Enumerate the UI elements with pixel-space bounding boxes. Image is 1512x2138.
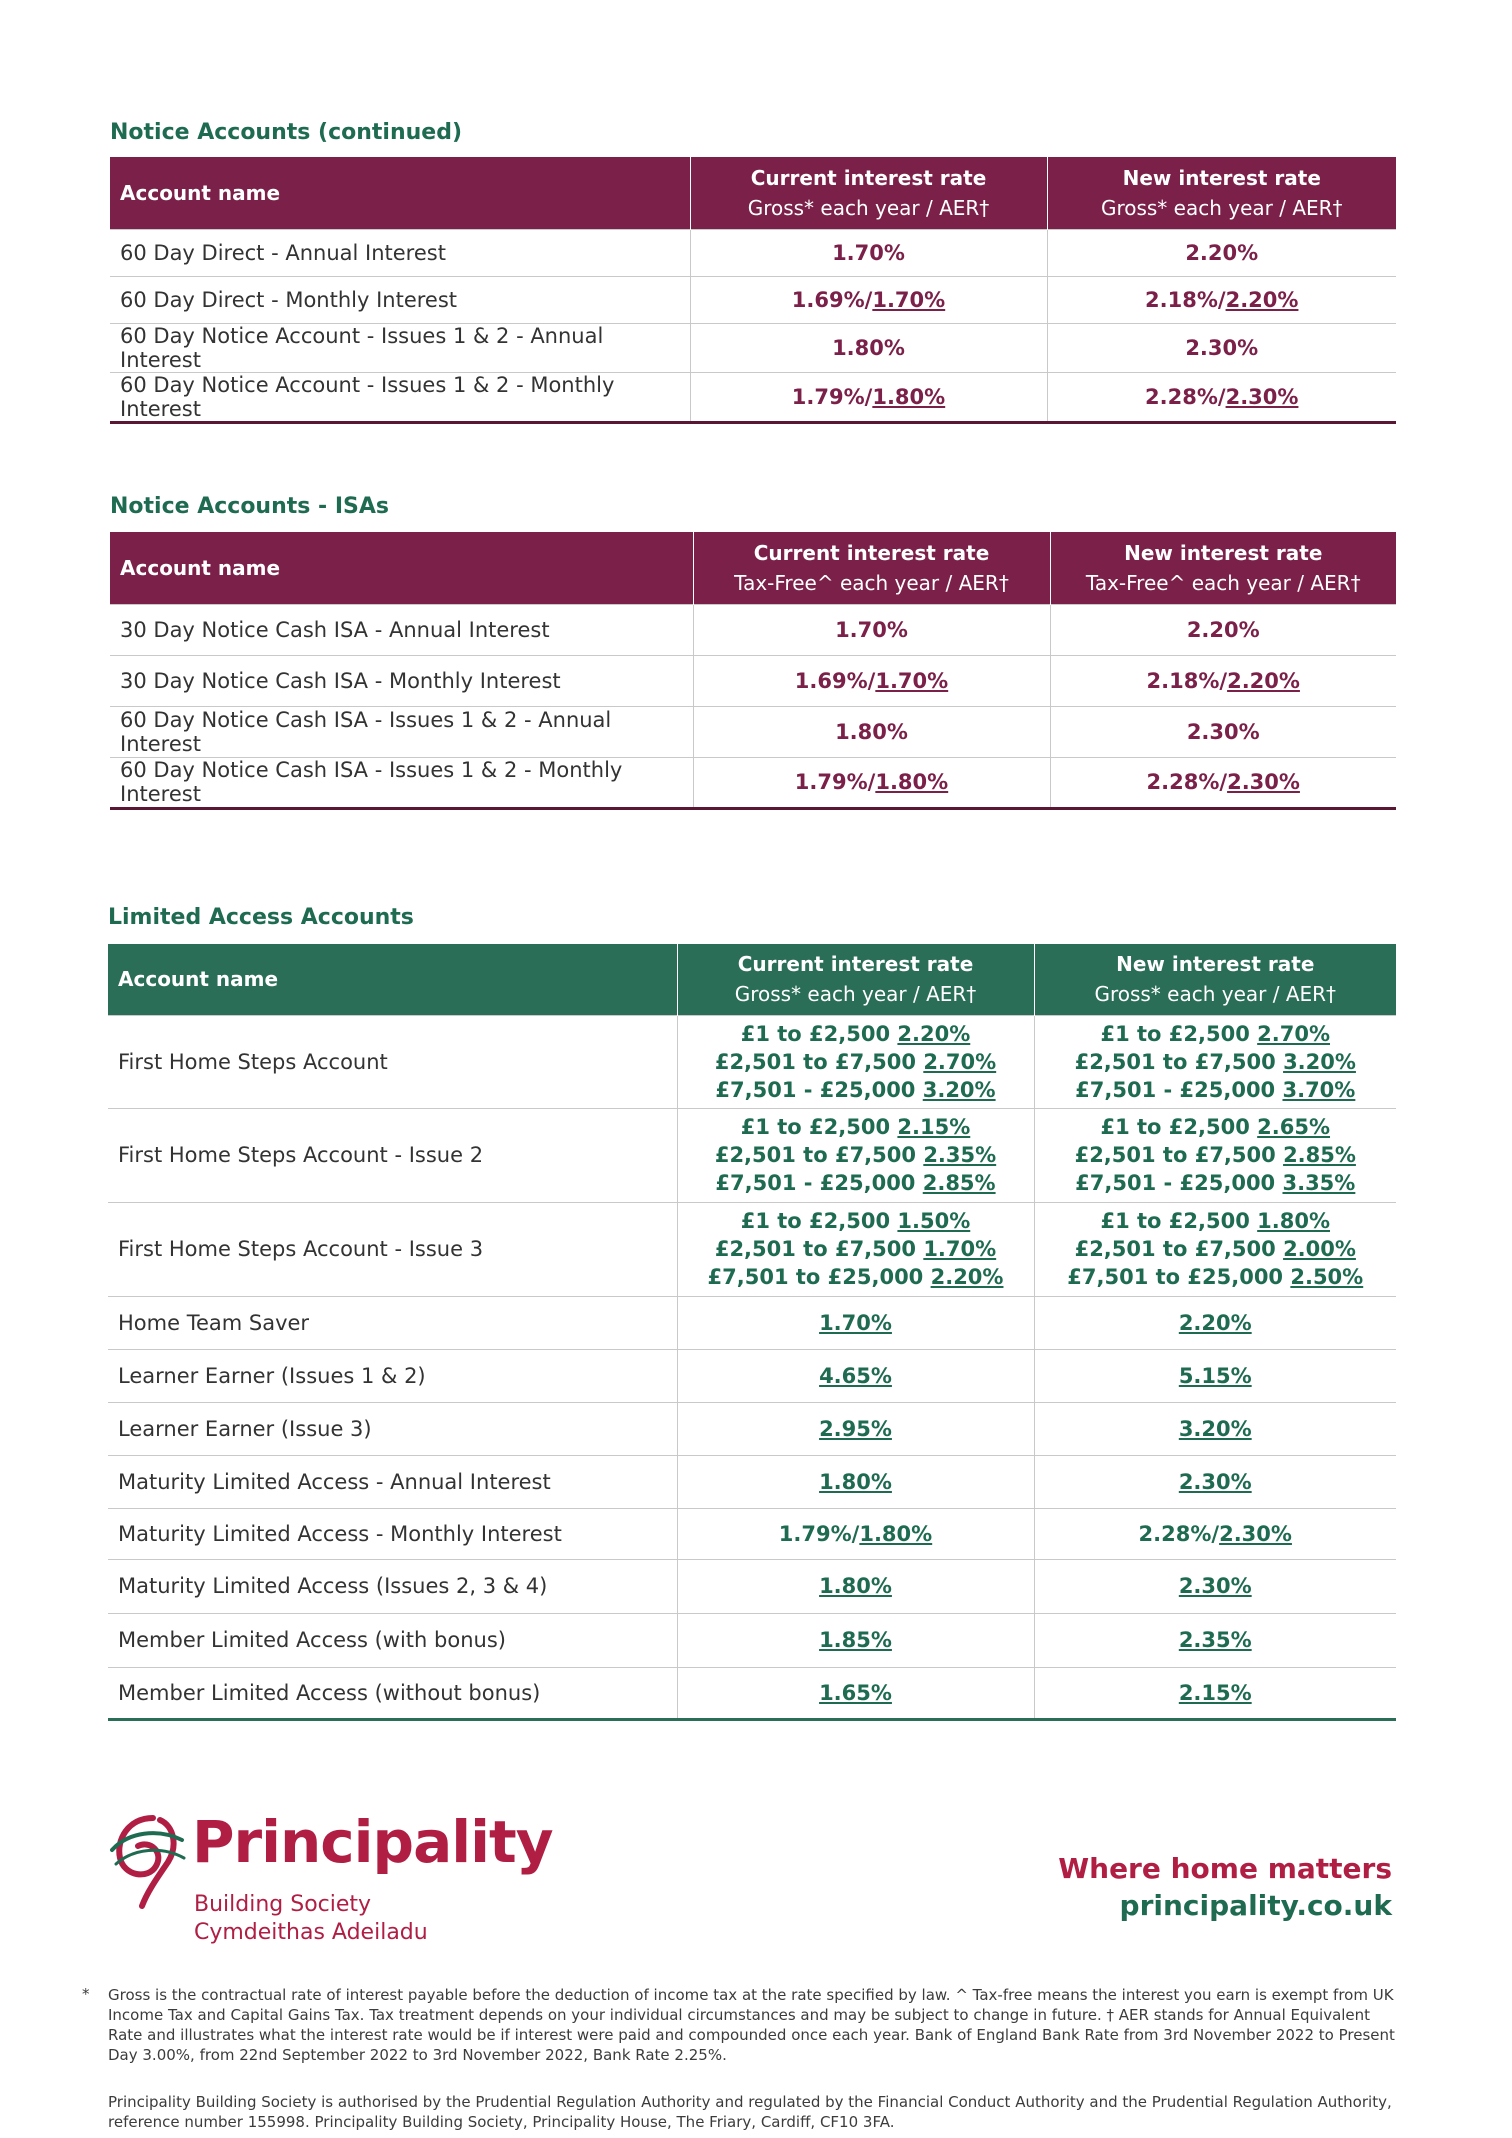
rate-tier: £1 to £2,500 1.80% — [1100, 1209, 1331, 1233]
rate-tier: £7,501 - £25,000 3.70% — [1075, 1077, 1356, 1102]
account-name: 30 Day Notice Cash ISA - Monthly Interest — [110, 655, 693, 706]
new-rate: 2.20% — [1047, 229, 1396, 276]
new-rate: 2.20% — [1034, 1296, 1396, 1349]
table-row — [110, 604, 1396, 655]
brand-subtitle-welsh: Cymdeithas Adeiladu — [194, 1920, 428, 1945]
new-rate-tiers — [1034, 1108, 1396, 1202]
rate-tier: £2,501 to £7,500 1.70% — [714, 1237, 997, 1261]
new-rate-tiers — [1034, 1202, 1396, 1296]
table-row — [110, 372, 1396, 422]
table-row — [108, 1455, 1396, 1508]
header-current-rate: Current interest rate Gross* each year / AER† — [690, 157, 1047, 229]
table-row — [108, 1015, 1396, 1108]
rate-tier: £2,501 to £7,500 2.85% — [1074, 1143, 1356, 1167]
account-name: Maturity Limited Access (Issues 2, 3 & 4) — [108, 1559, 677, 1613]
new-rate: 2.20% — [1050, 604, 1396, 655]
rate-tier: £7,501 to £25,000 2.20% — [707, 1265, 1004, 1289]
account-name: 60 Day Notice Account - Issues 1 & 2 - Monthly Interest — [110, 372, 690, 422]
header-account-name: Account name — [110, 532, 693, 604]
current-rate-tiers — [677, 1202, 1034, 1296]
table-row — [108, 1559, 1396, 1613]
rate-tier: £2,501 to £7,500 2.00% — [1074, 1237, 1356, 1261]
table-row — [108, 1108, 1396, 1202]
account-name: 60 Day Direct - Annual Interest — [110, 229, 690, 276]
rate-tier: £7,501 to £25,000 2.50% — [1067, 1265, 1364, 1289]
table-header-row — [110, 157, 1396, 229]
section-title-notice: Notice Accounts (continued) — [110, 120, 462, 145]
table-row — [108, 1402, 1396, 1455]
table-row — [110, 757, 1396, 808]
account-name: Learner Earner (Issues 1 & 2) — [108, 1349, 677, 1402]
new-rate: 2.18%/2.20% — [1050, 655, 1396, 706]
header-account-name: Account name — [108, 944, 677, 1015]
current-rate: 1.69%/1.70% — [693, 655, 1050, 706]
new-rate: 2.28%/2.30% — [1050, 757, 1396, 808]
current-rate: 1.70% — [693, 604, 1050, 655]
current-rate-tiers — [677, 1108, 1034, 1202]
account-name: 30 Day Notice Cash ISA - Annual Interest — [110, 604, 693, 655]
current-rate: 1.85% — [677, 1613, 1034, 1667]
notice-isa-table — [110, 532, 1396, 810]
header-new-rate: New interest rate Gross* each year / AER† — [1034, 944, 1396, 1015]
tagline: Where home matters — [1058, 1852, 1392, 1885]
table-row — [108, 1667, 1396, 1719]
table-header-row — [108, 944, 1396, 1015]
current-rate: 1.79%/1.80% — [693, 757, 1050, 808]
table-row — [110, 229, 1396, 276]
rate-tier: £2,501 to £7,500 3.20% — [1074, 1049, 1356, 1074]
table-row — [108, 1202, 1396, 1296]
rate-tier: £1 to £2,500 2.15% — [740, 1115, 971, 1139]
account-name: First Home Steps Account - Issue 3 — [108, 1202, 677, 1296]
current-rate: 2.95% — [677, 1402, 1034, 1455]
header-new-rate: New interest rate Tax-Free^ each year / AER† — [1050, 532, 1396, 604]
header-account-name: Account name — [110, 157, 690, 229]
new-rate: 2.28%/2.30% — [1047, 372, 1396, 422]
account-name: Maturity Limited Access - Annual Interest — [108, 1455, 677, 1508]
rate-tier: £1 to £2,500 2.70% — [1100, 1021, 1331, 1046]
table-row — [108, 1613, 1396, 1667]
new-rate: 2.30% — [1050, 706, 1396, 757]
current-rate: 1.70% — [677, 1296, 1034, 1349]
rate-tier: £2,501 to £7,500 2.35% — [714, 1143, 997, 1167]
current-rate: 1.80% — [677, 1559, 1034, 1613]
new-rate: 2.15% — [1034, 1667, 1396, 1719]
new-rate: 2.30% — [1047, 323, 1396, 372]
current-rate: 1.69%/1.70% — [690, 276, 1047, 323]
brand-subtitle-english: Building Society — [194, 1892, 372, 1917]
account-name: 60 Day Notice Account - Issues 1 & 2 - Annual Interest — [110, 323, 690, 372]
section-title-limited: Limited Access Accounts — [108, 905, 414, 930]
rate-tier: £1 to £2,500 1.50% — [740, 1209, 971, 1233]
table-row — [108, 1508, 1396, 1559]
account-name: Maturity Limited Access - Monthly Interest — [108, 1508, 677, 1559]
new-rate: 2.18%/2.20% — [1047, 276, 1396, 323]
account-name: 60 Day Notice Cash ISA - Issues 1 & 2 - Monthly Interest — [110, 757, 693, 808]
table-row — [108, 1296, 1396, 1349]
new-rate: 2.35% — [1034, 1613, 1396, 1667]
account-name: Home Team Saver — [108, 1296, 677, 1349]
account-name: Member Limited Access (without bonus) — [108, 1667, 677, 1719]
new-rate: 2.30% — [1034, 1455, 1396, 1508]
table-row — [110, 276, 1396, 323]
account-name: Member Limited Access (with bonus) — [108, 1613, 677, 1667]
rate-tier: £1 to £2,500 2.20% — [740, 1021, 971, 1046]
table-row — [110, 323, 1396, 372]
brand-name: Principality — [192, 1808, 553, 1876]
rate-tier: £7,501 - £25,000 3.20% — [715, 1077, 996, 1102]
current-rate: 1.79%/1.80% — [690, 372, 1047, 422]
account-name: First Home Steps Account - Issue 2 — [108, 1108, 677, 1202]
new-rate: 2.30% — [1034, 1559, 1396, 1613]
header-current-rate: Current interest rate Tax-Free^ each year / AER† — [693, 532, 1050, 604]
new-rate: 2.28%/2.30% — [1034, 1508, 1396, 1559]
rate-tier: £2,501 to £7,500 2.70% — [714, 1049, 997, 1074]
account-name: First Home Steps Account — [108, 1015, 677, 1108]
footnote-marker: * — [82, 1985, 90, 2003]
current-rate: 1.80% — [677, 1455, 1034, 1508]
rate-tier: £7,501 - £25,000 2.85% — [715, 1171, 996, 1195]
rate-tier: £7,501 - £25,000 3.35% — [1075, 1171, 1356, 1195]
account-name: 60 Day Notice Cash ISA - Issues 1 & 2 - Annual Interest — [110, 706, 693, 757]
current-rate: 1.65% — [677, 1667, 1034, 1719]
header-current-rate: Current interest rate Gross* each year / AER† — [677, 944, 1034, 1015]
rate-tier: £1 to £2,500 2.65% — [1100, 1115, 1331, 1139]
account-name: Learner Earner (Issue 3) — [108, 1402, 677, 1455]
current-rate: 1.80% — [690, 323, 1047, 372]
current-rate: 1.80% — [693, 706, 1050, 757]
limited-access-table — [108, 944, 1396, 1721]
new-rate: 5.15% — [1034, 1349, 1396, 1402]
regulation-text: Principality Building Society is authorised by the Prudential Regulation Authority and regulated by the Financial Conduct Authority and the Prudential Regulation Authority, reference number 155998. Principality Building Society, Principality House, The Friary, Cardiff, CF10 3FA. — [108, 2093, 1392, 2131]
current-rate-tiers — [677, 1015, 1034, 1108]
website-link[interactable]: principality.co.uk — [1119, 1889, 1392, 1922]
current-rate: 4.65% — [677, 1349, 1034, 1402]
account-name: 60 Day Direct - Monthly Interest — [110, 276, 690, 323]
header-new-rate: New interest rate Gross* each year / AER† — [1047, 157, 1396, 229]
notice-accounts-table — [110, 157, 1396, 424]
principality-emblem-icon — [108, 1810, 188, 1910]
principality-logo — [108, 1808, 553, 1958]
table-row — [110, 655, 1396, 706]
tagline-block — [1058, 1852, 1392, 1922]
table-row — [110, 706, 1396, 757]
footnote-text: Gross is the contractual rate of interest payable before the deduction of income tax at the rate specified by law. ^ Tax-free means the interest you earn is exempt from UK Income Tax and Capital Gains Tax. Tax treatment depends on your individual circumstances and may be subject to change in future. † AER stands for Annual Equivalent Rate and illustrates what the interest rate would be if interest were paid and compounded once each year. Bank of England Bank Rate from 3rd November 2022 to Present Day 3.00%, from 22nd September 2022 to 3rd November 2022, Bank Rate 2.25%. — [108, 1986, 1395, 2064]
current-rate: 1.70% — [690, 229, 1047, 276]
new-rate-tiers — [1034, 1015, 1396, 1108]
table-header-row — [110, 532, 1396, 604]
current-rate: 1.79%/1.80% — [677, 1508, 1034, 1559]
new-rate: 3.20% — [1034, 1402, 1396, 1455]
table-row — [108, 1349, 1396, 1402]
section-title-isa: Notice Accounts - ISAs — [110, 494, 389, 519]
